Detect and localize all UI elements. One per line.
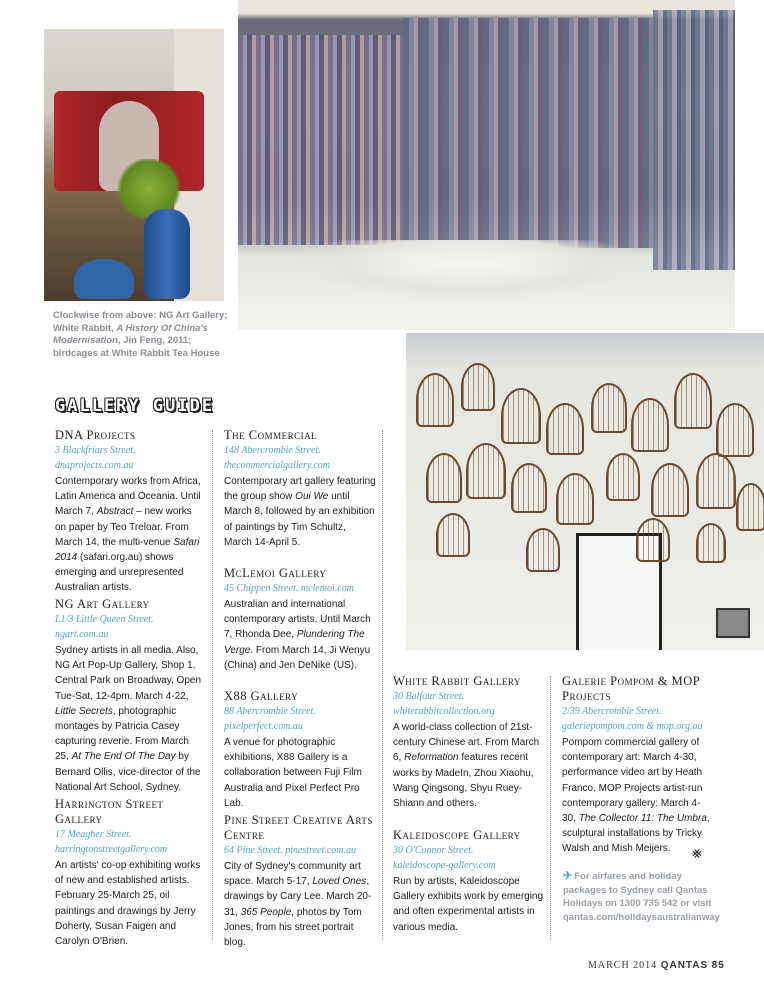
gallery-entry-white-rabbit xyxy=(393,674,545,811)
gallery-url[interactable]: pixelperfect.com.au xyxy=(224,721,303,732)
gallery-name: Pine Street Creative Arts Centre xyxy=(224,813,373,842)
gallery-address: 17 Meagher Street. xyxy=(55,829,132,840)
gallery-address: 88 Abercrombie Street. xyxy=(224,706,316,717)
gallery-description: A venue for photographic exhibitions, X88 Gallery is a collaboration between Fuji Film Australia and Pixel Perfect Pro Lab. xyxy=(224,737,362,809)
kangaroo-logo-icon: ⨳ xyxy=(692,845,702,862)
gallery-name: DNA Projects xyxy=(55,428,136,442)
gallery-entry-dna-projects xyxy=(55,428,205,596)
gallery-entry-harrington-street xyxy=(55,797,205,949)
column-divider xyxy=(382,430,383,940)
gallery-description: Run by artists, Kaleidoscope Gallery exhibits work by emerging and often experimental artists in various media. xyxy=(393,876,544,933)
gallery-url[interactable]: ngart.com.au xyxy=(55,629,109,640)
photo-birdcages-tea-house xyxy=(406,333,764,650)
gallery-description: Pompom commercial gallery of contemporary art: March 4-30, performance video art by Heath Franco. MOP Projects artist-run contemporary gallery: March 4-30, The Collector 11: The Umbra, sculptural installations by Tricky Walsh and Mish Meijers. xyxy=(562,737,710,855)
gallery-address: 2/39 Abercrombie Street. xyxy=(562,706,662,717)
photo-ng-art-gallery xyxy=(44,29,224,301)
gallery-address: 30 Balfour Street. xyxy=(393,691,465,702)
gallery-description: An artists' co-op exhibiting works of new and established artists. February 25-March 25, oil paintings and drawings by Jerry Doherty, Susan Faigen and Carolyn O'Brien. xyxy=(55,860,201,948)
brand-name: QANTAS xyxy=(660,960,709,971)
gallery-url[interactable]: dnaprojects.com.au xyxy=(55,460,134,471)
gallery-description: City of Sydney's community art space. March 5-17, Loved Ones, drawings by Cary Lee. March 20-31, 365 People, photos by Tom Jones, from his street portrait blog. xyxy=(224,861,372,949)
gallery-url[interactable]: thecommercialgallery.com xyxy=(224,460,330,471)
gallery-description: Contemporary art gallery featuring the group show Oui We until March 8, followed by an exhibition of paintings by Tim Schultz, March 14-April 5. xyxy=(224,476,376,548)
gallery-name: McLemoi Gallery xyxy=(224,566,327,580)
gallery-entry-galerie-pompom xyxy=(562,674,712,857)
gallery-name: NG Art Gallery xyxy=(55,597,150,611)
gallery-entry-ng-art xyxy=(55,597,205,795)
gallery-url[interactable]: galeriepompom.com & mop.org.au xyxy=(562,721,703,732)
gallery-address: 3 Blackfriars Street, xyxy=(55,445,136,456)
gallery-description: A world-class collection of 21st-century Chinese art. From March 6, Reformation features recent works by MadeIn, Zhou Xiaohu, Wang Qingsong, Shyu Ruey-Shiann and others. xyxy=(393,722,540,810)
section-heading: GALLERY GUIDE xyxy=(55,396,215,416)
issue-date: MARCH 2014 xyxy=(588,960,658,971)
gallery-entry-mclemoi xyxy=(224,566,376,673)
page-footer xyxy=(588,960,725,971)
gallery-address: L1/3 Little Queen Street. xyxy=(55,614,154,625)
gallery-entry-pine-street xyxy=(224,813,376,950)
gallery-url[interactable]: kaleidoscope-gallery.com xyxy=(393,860,496,871)
gallery-entry-x88 xyxy=(224,689,376,811)
page-number: 85 xyxy=(711,960,725,971)
gallery-entry-kaleidoscope xyxy=(393,828,545,935)
photo-white-rabbit-installation xyxy=(238,0,735,330)
gallery-name: Harrington Street Gallery xyxy=(55,797,164,826)
gallery-name: X88 Gallery xyxy=(224,689,299,703)
gallery-description: Sydney artists in all media. Also, NG Art Pop-Up Gallery, Shop 1, Central Park on Broadway, Open Tue-Sat, 12-4pm. March 4-22, Little Secrets, photographic montages by Patricia Casey capturing reverie. From March 25, At The End Of The Day by Bernard Ollis, vice-director of the National Art School, Sydney. xyxy=(55,645,202,793)
gallery-address: 30 O'Connor Street. xyxy=(393,845,474,856)
gallery-entry-the-commercial xyxy=(224,428,376,550)
gallery-name: Kaleidoscope Gallery xyxy=(393,828,521,842)
photo-caption: Clockwise from above: NG Art Gallery; White Rabbit, A History Of China's Modernisation, Jin Feng, 2011; birdcages at White Rabbit Tea House xyxy=(53,310,228,359)
gallery-address: 148 Abercrombie Street. xyxy=(224,445,321,456)
gallery-name: The Commercial xyxy=(224,428,318,442)
gallery-address: 64 Pine Street. pinestreet.com.au xyxy=(224,845,357,856)
qantas-holidays-promo: ✈ For airfares and holiday packages to Sydney call Qantas Holidays on 1300 735 542 or visit qantas.com/holidaysaustralianway xyxy=(563,870,720,923)
gallery-url[interactable]: harringtonstreetgallery.com xyxy=(55,844,168,855)
gallery-name: Galerie Pompom & MOP Projects xyxy=(562,674,700,703)
airplane-icon: ✈ xyxy=(563,870,573,882)
gallery-description: Australian and international contemporary artists. Until March 7, Rhonda Dee, Plundering The Verge. From March 14, Ji Wenyu (China) and Jen DeNike (US). xyxy=(224,599,371,671)
column-divider xyxy=(550,676,551,940)
gallery-name: White Rabbit Gallery xyxy=(393,674,521,688)
column-divider xyxy=(212,430,213,940)
gallery-url[interactable]: whiterabbitcollection.org xyxy=(393,706,495,717)
gallery-address: 45 Chippen Street. mclemoi.com xyxy=(224,583,354,594)
gallery-description: Contemporary works from Africa, Latin America and Oceania. Until March 7, Abstract – new works on paper by Teo Treloar. From March 14, the multi-venue Safari 2014 (safari.org.au) shows emerging and unrepresented Australian artists. xyxy=(55,476,201,594)
